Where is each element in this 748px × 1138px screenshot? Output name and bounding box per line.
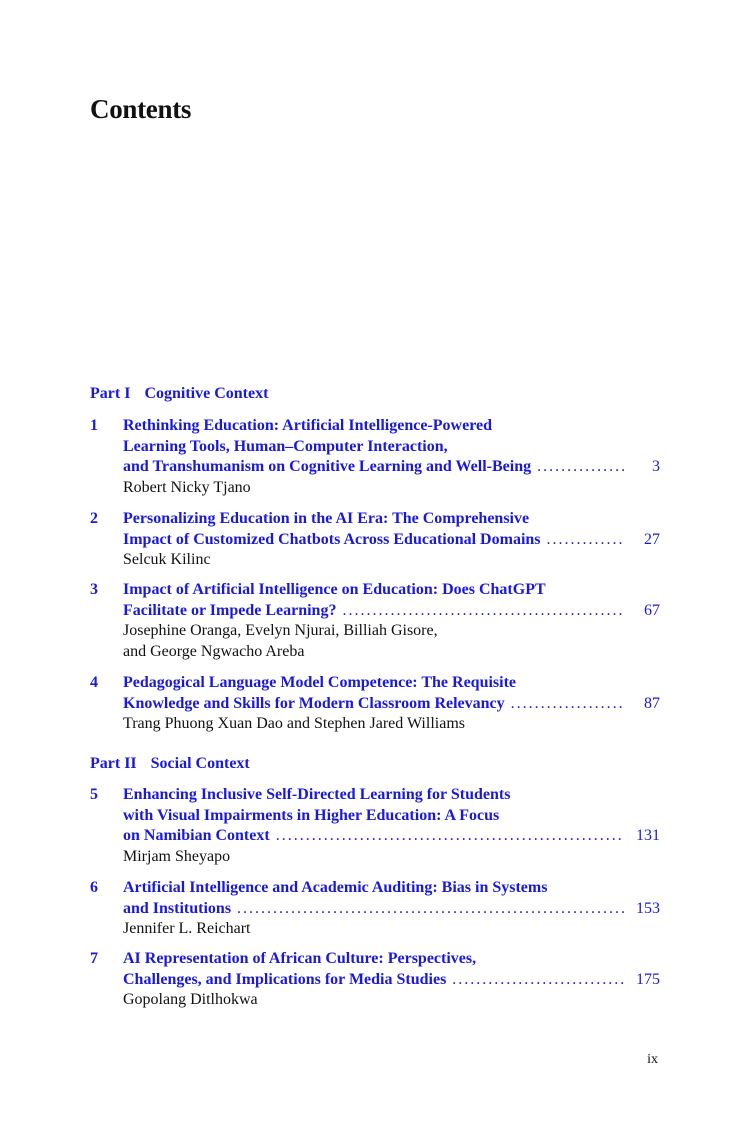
chapter-number: 7: [90, 950, 98, 967]
page-number[interactable]: 175: [636, 970, 660, 988]
part-title: Cognitive Context: [144, 385, 269, 402]
chapter-title-last-line[interactable]: [123, 457, 660, 478]
chapter-authors: Trang Phuong Xuan Dao and Stephen Jared Williams: [123, 715, 465, 733]
chapter-title-line[interactable]: with Visual Impairments in Higher Education: A Focus: [123, 806, 500, 824]
chapter-number: 6: [90, 879, 98, 896]
chapter-authors: Jennifer L. Reichart: [123, 920, 251, 938]
chapter-authors: Gopolang Ditlhokwa: [123, 991, 258, 1009]
chapter-title-line[interactable]: Personalizing Education in the AI Era: The Comprehensive: [123, 510, 530, 527]
chapter-title-last-line[interactable]: [123, 899, 660, 920]
chapter-number: 5: [90, 786, 98, 803]
chapter-authors: Mirjam Sheyapo: [123, 847, 231, 865]
chapter-authors: Robert Nicky Tjano: [123, 478, 251, 496]
chapter-title-last-line[interactable]: [123, 601, 660, 622]
toc-entry: [90, 416, 660, 498]
toc-entry: [90, 949, 660, 1011]
toc-entry: [90, 673, 660, 735]
toc-entry: [90, 509, 660, 571]
chapter-title-line[interactable]: and Transhumanism on Cognitive Learning and Well-Being: [123, 458, 532, 476]
part-number: Part II: [90, 755, 137, 772]
page-number[interactable]: 27: [644, 530, 660, 548]
chapter-title-line[interactable]: Enhancing Inclusive Self-Directed Learning for Students: [123, 786, 511, 803]
chapter-number: 1: [90, 417, 98, 434]
chapter-title-line[interactable]: Challenges, and Implications for Media Studies: [123, 970, 447, 988]
dot-leader: [537, 457, 624, 478]
chapter-title-line[interactable]: Impact of Artificial Intelligence on Education: Does ChatGPT: [123, 581, 546, 598]
chapter-title-last-line[interactable]: [123, 530, 660, 551]
chapter-title-line[interactable]: AI Representation of African Culture: Perspectives,: [123, 950, 477, 967]
part-number: Part I: [90, 385, 131, 402]
chapter-title-line[interactable]: Pedagogical Language Model Competence: The Requisite: [123, 674, 517, 691]
part-title: Social Context: [150, 755, 250, 772]
dot-leader: [237, 899, 624, 920]
chapter-title-line[interactable]: and Institutions: [123, 899, 232, 917]
chapter-number: 4: [90, 674, 98, 691]
page-number[interactable]: 153: [636, 899, 660, 917]
chapter-authors: and George Ngwacho Areba: [123, 642, 305, 660]
chapter-title-line[interactable]: Knowledge and Skills for Modern Classroom Relevancy: [123, 694, 505, 712]
chapter-authors: Josephine Oranga, Evelyn Njurai, Billiah Gisore,: [123, 622, 438, 640]
chapter-number: 2: [90, 510, 98, 527]
chapter-number: 3: [90, 581, 98, 598]
chapter-title-line[interactable]: Artificial Intelligence and Academic Auditing: Bias in Systems: [123, 879, 548, 896]
chapter-title-line[interactable]: Learning Tools, Human–Computer Interaction,: [123, 437, 448, 455]
part-heading[interactable]: [90, 385, 268, 403]
toc-entry: [90, 785, 660, 867]
dot-leader: [342, 601, 624, 622]
part-heading[interactable]: [90, 755, 250, 773]
chapter-title-last-line[interactable]: [123, 694, 660, 715]
dot-leader: [452, 970, 624, 991]
page-number[interactable]: 87: [644, 694, 660, 712]
dot-leader: [276, 826, 624, 847]
toc-entry: [90, 580, 660, 662]
dot-leader: [547, 530, 624, 551]
page-number[interactable]: 67: [644, 601, 660, 619]
chapter-title-line[interactable]: Impact of Customized Chatbots Across Educational Domains: [123, 530, 541, 548]
chapter-authors: Selcuk Kilinc: [123, 551, 211, 569]
chapter-title-line[interactable]: Facilitate or Impede Learning?: [123, 601, 337, 619]
toc-entry: [90, 878, 660, 940]
page-title: Contents: [90, 94, 192, 124]
chapter-title-line[interactable]: on Namibian Context: [123, 827, 270, 845]
chapter-title-last-line[interactable]: [123, 970, 660, 991]
chapter-title-last-line[interactable]: [123, 826, 660, 847]
page-number[interactable]: 3: [652, 458, 660, 476]
chapter-title-line[interactable]: Rethinking Education: Artificial Intelligence-Powered: [123, 417, 493, 434]
page-folio: ix: [647, 1052, 658, 1067]
page-number[interactable]: 131: [636, 827, 660, 845]
dot-leader: [511, 694, 624, 715]
